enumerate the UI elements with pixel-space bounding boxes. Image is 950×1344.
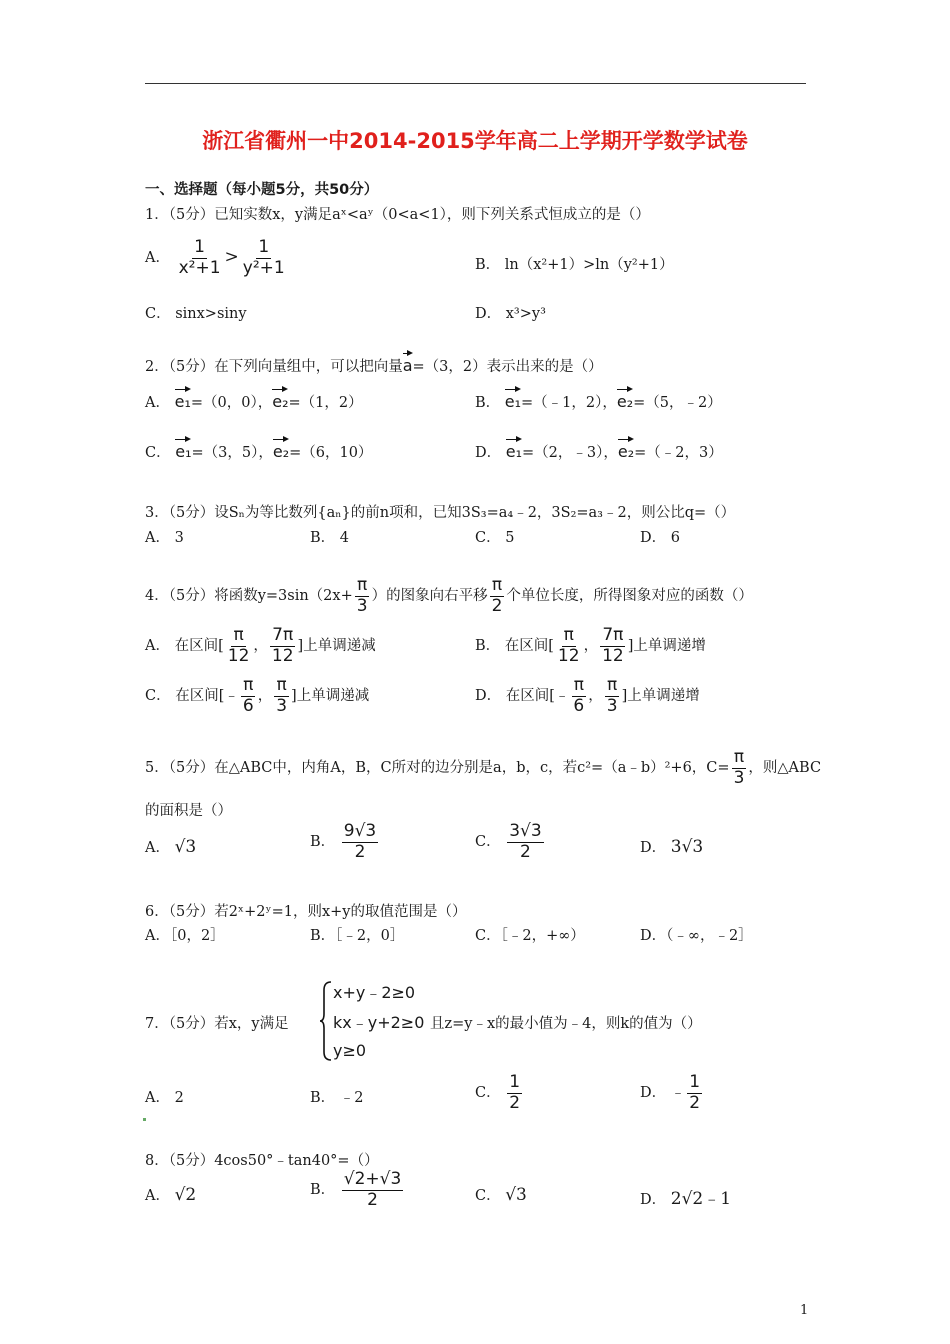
q3-option-a: A． 3 — [145, 530, 184, 546]
frac-num: 7π — [272, 625, 294, 645]
vector-e1: e₁ — [505, 386, 521, 411]
q8-option-a — [145, 1184, 196, 1205]
label: D． ﹣ — [640, 1085, 686, 1102]
q4-option-c — [145, 676, 369, 716]
q2-stem-pre: 2．（5分）在下列向量组中，可以把向量 — [145, 359, 403, 375]
label: A． — [145, 1188, 170, 1204]
q2-c-label: C． — [145, 445, 171, 461]
frac-den: 2 — [354, 841, 366, 862]
frac — [571, 676, 586, 716]
q1-option-c: C． sinx>siny — [145, 306, 247, 322]
frac — [605, 676, 620, 716]
q2-stem — [145, 350, 603, 376]
q7-option-c — [475, 1073, 524, 1113]
frac-den: 2 — [520, 841, 531, 862]
frac-num: 1 — [689, 1072, 701, 1092]
q2-a-e2: =（1，2） — [288, 395, 363, 411]
q1-option-a — [145, 238, 289, 278]
q4-stem-b: ）的图象向右平移 — [371, 588, 488, 605]
q4-b-pre: B． 在区间[ — [475, 638, 554, 655]
gt-sign: > — [224, 247, 239, 268]
frac-pi-2 — [490, 576, 505, 616]
q5-option-d — [640, 836, 703, 857]
frac-den: x²+1 — [178, 257, 221, 278]
value: √3 — [505, 1185, 527, 1205]
frac-den: y²+1 — [242, 257, 285, 278]
label: C． — [475, 834, 501, 851]
frac-num: 1 — [258, 237, 270, 257]
q5-stem-line2: 的面积是（） — [145, 803, 232, 819]
frac — [226, 626, 252, 666]
q7-stem-pre: 7．（5分）若x，y满足 — [145, 1016, 289, 1032]
frac — [342, 822, 378, 862]
q2-c-e1: =（3，5）， — [191, 445, 273, 461]
vector-e2: e₂ — [618, 436, 634, 461]
q1-stem: 1．（5分）已知实数x，y满足aˣ<aʸ（0<a<1），则下列关系式恒成立的是（） — [145, 207, 650, 223]
frac-num: 1 — [509, 1072, 521, 1092]
q1-a-frac1 — [177, 238, 223, 278]
q6-option-b: B．［﹣2，0］ — [310, 928, 405, 944]
q5-stem-b: ，则△ABC — [748, 760, 822, 777]
frac-den: 3 — [606, 695, 618, 716]
q4-stem — [145, 576, 753, 616]
value: 3√3 — [670, 837, 704, 857]
frac-num: √2+√3 — [343, 1169, 402, 1189]
q6-stem: 6．（5分）若2ˣ+2ʸ=1，则x+y的取值范围是（） — [145, 904, 467, 920]
section-heading: 一、选择题（每小题5分，共50分） — [145, 182, 379, 198]
q2-d-e2: =（﹣2，3） — [634, 445, 723, 461]
value: √2 — [174, 1185, 197, 1205]
frac-den: 12 — [227, 645, 250, 666]
q5-option-c — [475, 822, 546, 862]
frac-den: 2 — [491, 595, 503, 616]
q4-option-b — [475, 626, 706, 666]
q3-option-b: B． 4 — [310, 530, 349, 546]
q8-option-c — [475, 1184, 527, 1205]
comma: ， — [583, 638, 599, 655]
q8-option-d — [640, 1184, 731, 1209]
frac — [507, 1073, 522, 1113]
q4-stem-c: 个单位长度，所得图象对应的函数（） — [506, 588, 753, 605]
frac-num: π — [491, 575, 503, 595]
frac-den: 6 — [242, 695, 254, 716]
q2-a-e1: =（0，0）， — [190, 395, 273, 411]
frac-den: 12 — [557, 645, 580, 666]
q1-option-b: B． ln（x²+1）>ln（y²+1） — [475, 257, 674, 273]
frac-num: π — [733, 747, 745, 767]
q6-option-c: C．［﹣2，+∞） — [475, 928, 585, 944]
value: 2√2﹣1 — [670, 1189, 732, 1209]
frac-num: π — [243, 675, 254, 695]
comma: ， — [588, 688, 603, 705]
frac-num: 3√3 — [509, 821, 542, 841]
label: D． — [640, 1192, 667, 1208]
q4-b-post: ]上单调递增 — [627, 638, 706, 655]
header-rule — [145, 83, 806, 84]
label: A． — [145, 840, 170, 856]
frac-num: 9√3 — [343, 821, 377, 841]
q5-stem-a: 5．（5分）在△ABC中，内角A，B，C所对的边分别是a，b，c，若c²=（a﹣b）²+6，C= — [145, 760, 730, 777]
q8-option-b — [310, 1170, 405, 1210]
comma: ， — [257, 688, 273, 705]
q2-d-e1: =（2，﹣3）， — [522, 445, 618, 461]
q4-c-pre: C． 在区间[﹣ — [145, 688, 239, 705]
q4-option-a — [145, 626, 376, 666]
q7-constraint-3: y≥0 — [333, 1041, 367, 1060]
frac-den: 3 — [356, 595, 368, 616]
frac-den: 2 — [367, 1189, 378, 1210]
value: √3 — [174, 837, 197, 857]
q5-option-a — [145, 836, 196, 857]
frac-num: 7π — [602, 625, 624, 645]
frac-num: π — [276, 675, 287, 695]
frac-num: π — [607, 675, 618, 695]
q2-b-e2: =（5，﹣2） — [633, 395, 722, 411]
label: C． — [475, 1085, 501, 1102]
q2-b-e1: =（﹣1，2）， — [521, 395, 617, 411]
q3-option-d: D． 6 — [640, 530, 680, 546]
q4-stem-a: 4．（5分）将函数y=3sin（2x+ — [145, 588, 353, 605]
label: B． — [310, 1182, 336, 1199]
q7-option-b: B． ﹣2 — [310, 1090, 364, 1106]
vector-e2: e₂ — [273, 436, 289, 461]
frac-den: 2 — [689, 1092, 701, 1113]
vector-e2: e₂ — [272, 386, 288, 411]
frac — [274, 676, 289, 716]
frac-den: 2 — [509, 1092, 521, 1113]
frac — [270, 626, 296, 666]
vector-e1: e₁ — [506, 436, 522, 461]
q2-a-label: A． — [145, 395, 170, 411]
q2-option-d — [475, 436, 723, 462]
q2-option-b — [475, 386, 722, 412]
frac — [687, 1073, 702, 1113]
frac-num: π — [233, 625, 244, 645]
left-brace-icon — [319, 980, 333, 1062]
page-title: 浙江省衢州一中2014-2015学年高二上学期开学数学试卷 — [202, 129, 748, 153]
q6-option-d: D．（﹣∞，﹣2］ — [640, 928, 753, 944]
q4-c-post: ]上单调递减 — [291, 688, 370, 705]
q5-stem-line1 — [145, 748, 821, 788]
comma: ， — [253, 638, 268, 655]
q2-d-label: D． — [475, 445, 502, 461]
page-number: 1 — [800, 1303, 809, 1318]
q4-a-pre: A． 在区间[ — [145, 638, 224, 655]
vector-e1: e₁ — [175, 386, 191, 411]
q2-c-e2: =（6，10） — [289, 445, 373, 461]
frac-den: 6 — [573, 695, 585, 716]
q7-constraint-2: kx﹣y+2≥0 — [333, 1013, 425, 1032]
vector-a: a — [403, 350, 413, 375]
q4-option-d — [475, 676, 700, 716]
q7-option-a: A． 2 — [145, 1090, 184, 1106]
vector-e1: e₁ — [175, 436, 191, 461]
q7-constraint-1: x+y﹣2≥0 — [333, 983, 416, 1002]
q1-option-d: D． x³>y³ — [475, 306, 546, 322]
frac-den: 12 — [602, 645, 624, 666]
q2-stem-post: =（3，2）表示出来的是（） — [412, 359, 603, 375]
q5-option-b — [310, 822, 380, 862]
frac-num: π — [563, 625, 574, 645]
q3-option-c: C． 5 — [475, 530, 515, 546]
q1-a-frac2 — [241, 238, 287, 278]
frac-pi-3 — [732, 748, 747, 788]
frac — [342, 1170, 404, 1210]
frac-num: 1 — [194, 237, 205, 257]
frac — [556, 626, 582, 666]
q2-option-c — [145, 436, 372, 462]
frac-num: π — [357, 575, 368, 595]
q8-stem: 8．（5分）4cos50°﹣tan40°=（） — [145, 1153, 379, 1169]
frac — [507, 822, 543, 862]
q4-a-post: ]上单调递减 — [297, 638, 376, 655]
frac-den: 12 — [271, 645, 294, 666]
frac-den: 3 — [733, 767, 745, 788]
frac-den: 3 — [276, 695, 288, 716]
q6-option-a: A．［0，2］ — [145, 928, 225, 944]
label: C． — [475, 1188, 501, 1204]
q2-option-a — [145, 386, 363, 412]
frac — [600, 626, 626, 666]
q7-option-d — [640, 1073, 704, 1113]
q4-d-pre: D． 在区间[﹣ — [475, 688, 570, 705]
q3-stem: 3．（5分）设Sₙ为等比数列{aₙ}的前n项和，已知3S₃=a₄﹣2，3S₂=a₃﹣2，则公比q=（） — [145, 505, 736, 521]
frac — [241, 676, 256, 716]
label: B． — [310, 834, 336, 851]
q4-d-post: ]上单调递增 — [621, 688, 700, 705]
frac-num: π — [573, 675, 584, 695]
frac-pi-3 — [355, 576, 370, 616]
label: D． — [640, 840, 667, 856]
q7-stem-post: 且z=y﹣x的最小值为﹣4，则k的值为（） — [430, 1016, 702, 1032]
q1-a-label: A． — [145, 250, 170, 267]
q2-b-label: B． — [475, 395, 501, 411]
stray-dot — [143, 1118, 146, 1121]
vector-e2: e₂ — [617, 386, 633, 411]
